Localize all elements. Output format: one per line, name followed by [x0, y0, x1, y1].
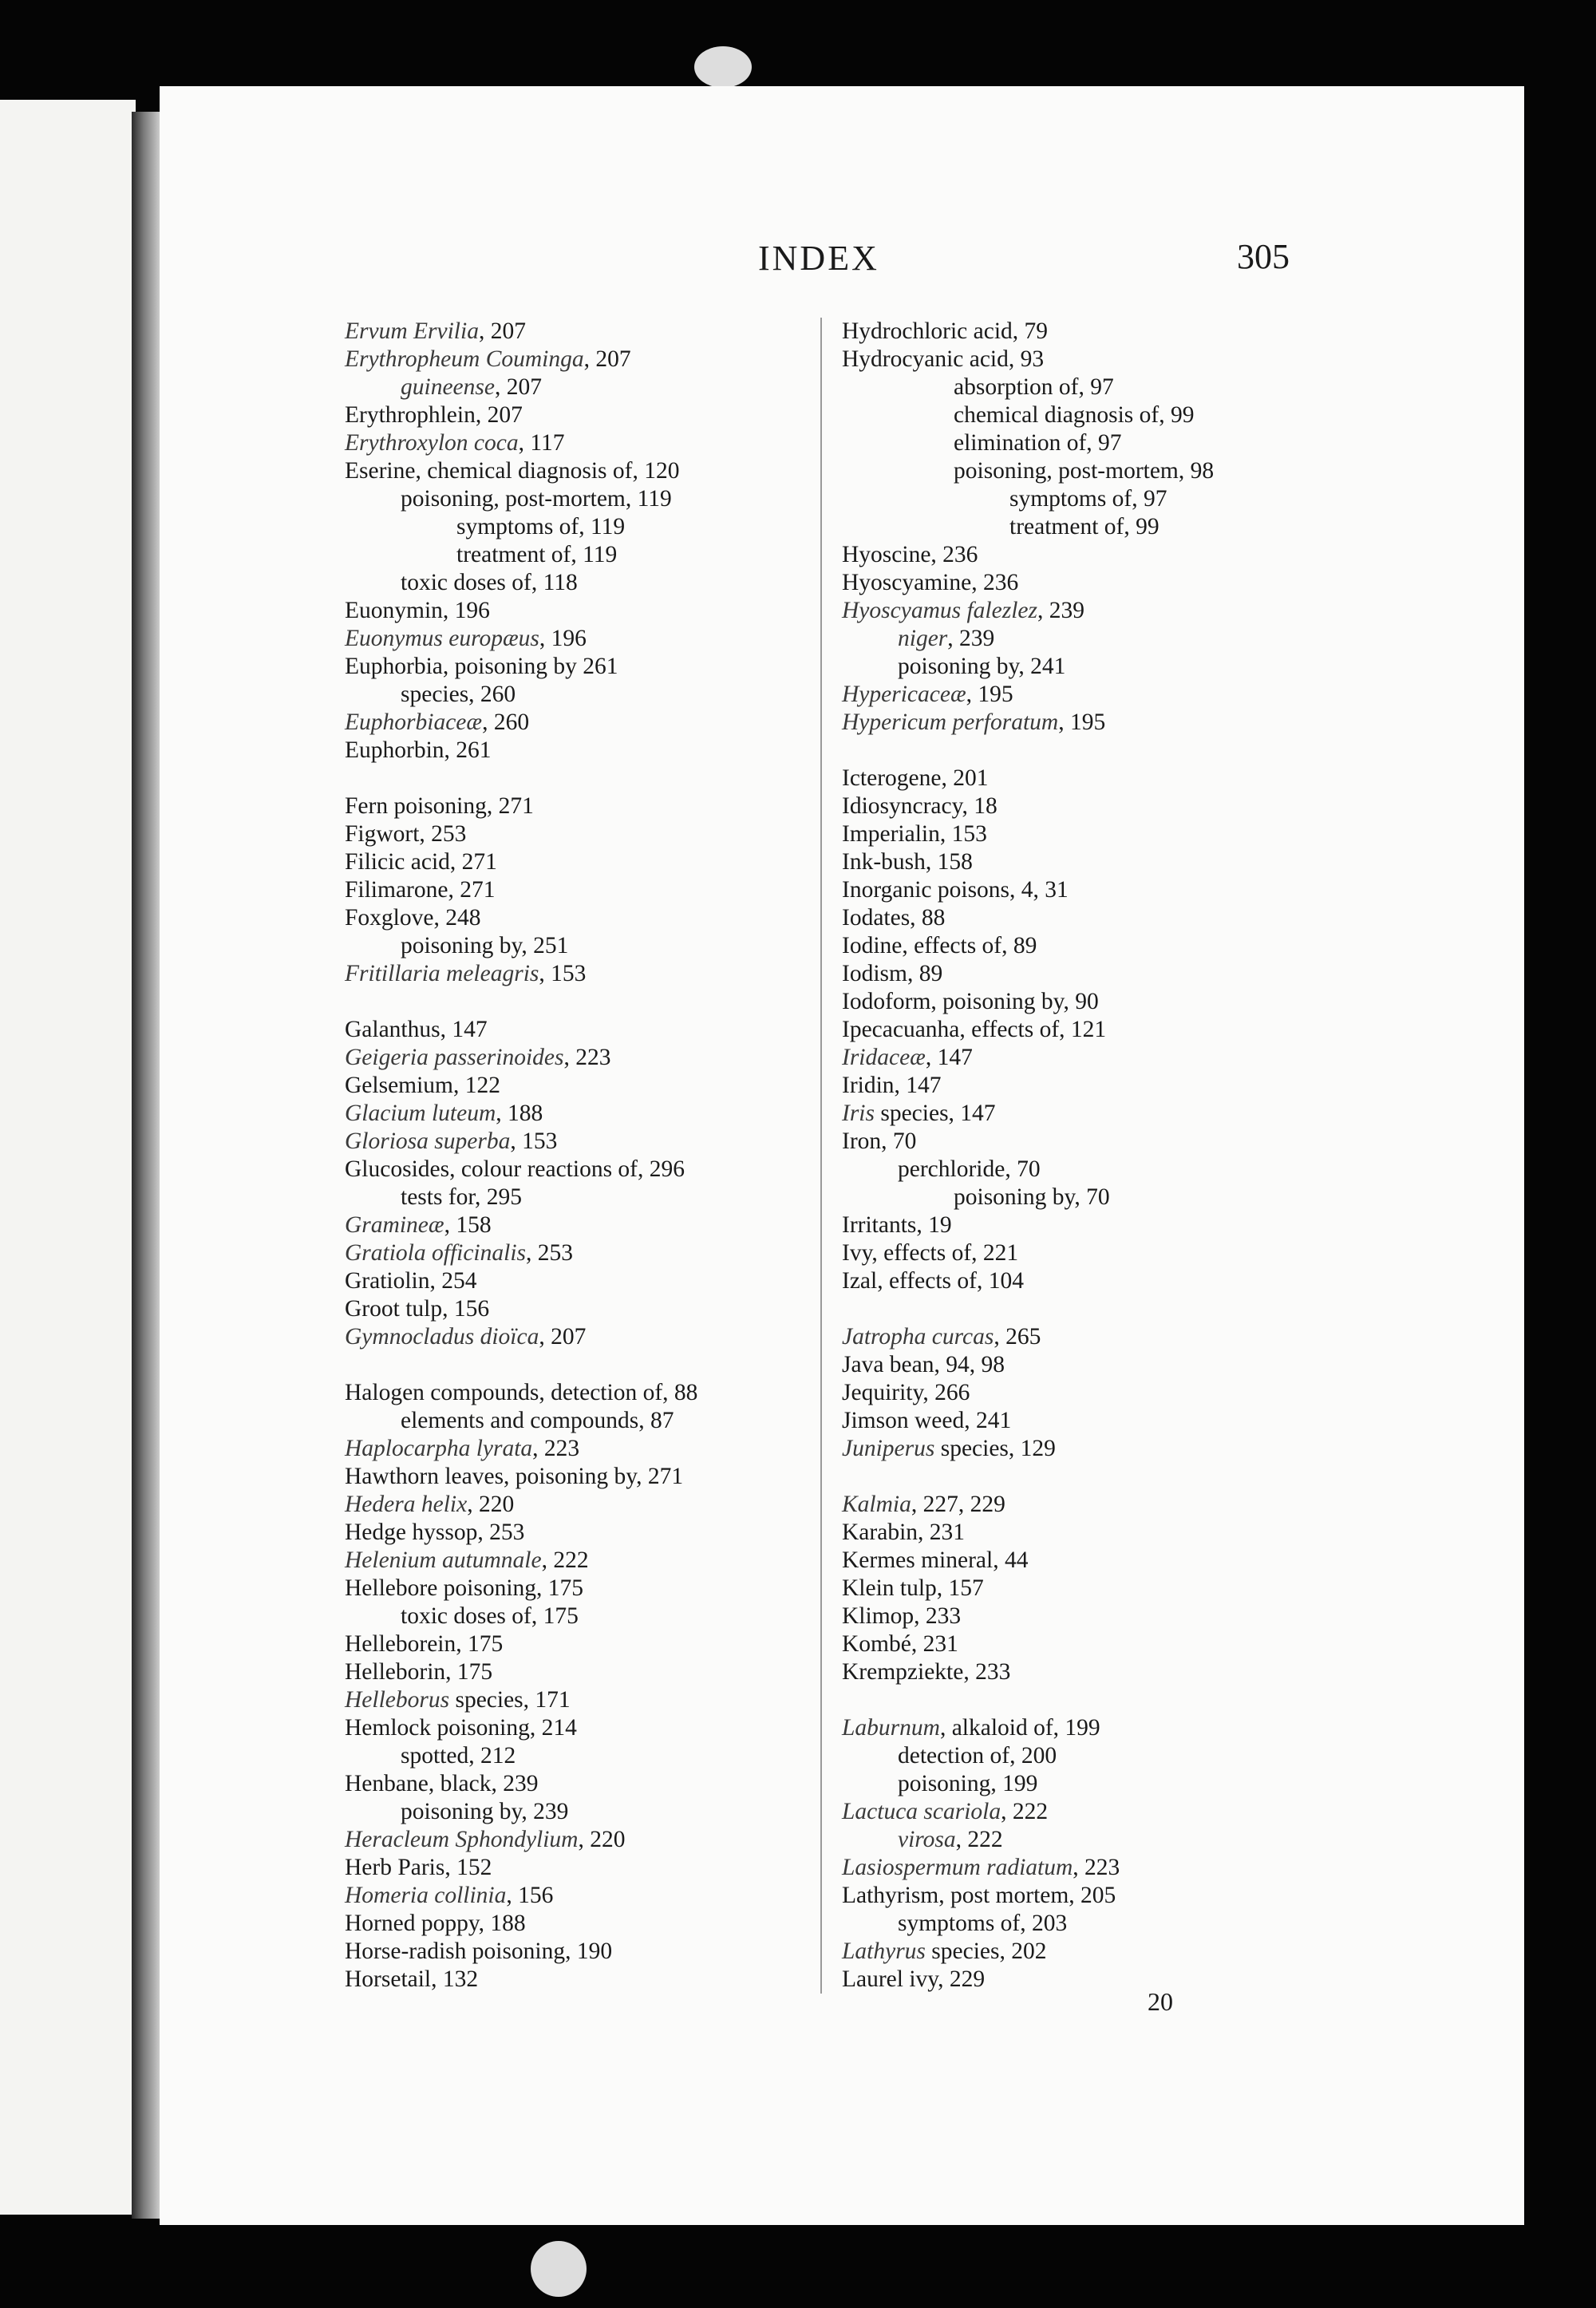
index-entry [842, 569, 1214, 597]
index-entry [345, 1966, 697, 1994]
index-entry [842, 904, 1214, 932]
index-entry [345, 1742, 697, 1770]
entry-text: Hydrochloric acid, 79 [842, 318, 1049, 344]
index-entry [345, 1910, 697, 1938]
index-entry [345, 1938, 697, 1966]
index-entry [842, 848, 1214, 876]
index-entry [345, 1323, 697, 1351]
entry-italic-text: Helleborus [345, 1687, 450, 1713]
entry-text: Klein tulp, 157 [842, 1575, 984, 1601]
index-entry [345, 485, 697, 513]
index-entry [842, 1826, 1214, 1854]
entry-text: species, 147 [874, 1101, 996, 1126]
entry-gap [842, 1463, 1214, 1491]
entry-text: Glucosides, colour reactions of, 296 [345, 1156, 685, 1182]
entry-text: Helleborin, 175 [345, 1659, 493, 1685]
entry-italic-text: Helenium autumnale [345, 1547, 542, 1573]
index-entry [345, 625, 697, 653]
entry-italic-text: guineense [401, 374, 495, 400]
index-entry [345, 1798, 697, 1826]
entry-text: Gelsemium, 122 [345, 1073, 501, 1098]
entry-text: , 207 [583, 346, 631, 372]
entry-text: Laurel ivy, 229 [842, 1966, 986, 1992]
entry-text: Ivy, effects of, 221 [842, 1240, 1019, 1266]
entry-gap [345, 765, 697, 792]
entry-text: species, 171 [449, 1687, 571, 1713]
entry-text: Horsetail, 132 [345, 1966, 479, 1992]
entry-text: Klimop, 233 [842, 1603, 962, 1629]
index-entry [842, 513, 1214, 541]
entry-text: symptoms of, 97 [1009, 486, 1167, 512]
entry-italic-text: Erythropheum Couminga [345, 346, 584, 372]
index-entry [842, 765, 1214, 792]
index-entry [345, 876, 697, 904]
entry-italic-text: Erythroxylon coca [345, 430, 519, 456]
index-entry [345, 848, 697, 876]
entry-text: Galanthus, 147 [345, 1017, 488, 1042]
entry-italic-text: Euphorbiaceæ [345, 709, 483, 735]
book-gutter [132, 112, 160, 2219]
entry-italic-text: niger [898, 626, 948, 651]
entry-text: , 265 [994, 1324, 1041, 1350]
entry-text: , 222 [1001, 1799, 1049, 1824]
index-entry [842, 1491, 1214, 1519]
index-entry [842, 792, 1214, 820]
index-entry [345, 569, 697, 597]
entry-italic-text: Juniperus [842, 1436, 935, 1461]
index-entry [842, 1407, 1214, 1435]
index-entry [842, 1658, 1214, 1686]
entry-text: , 117 [518, 430, 565, 456]
entry-italic-text: virosa [898, 1827, 956, 1852]
entry-text: , 239 [1037, 598, 1084, 623]
entry-text: , 223 [1073, 1855, 1120, 1880]
entry-italic-text: Homeria collinia [345, 1883, 507, 1908]
entry-text: spotted, 212 [401, 1743, 516, 1769]
entry-text: , 207 [539, 1324, 587, 1350]
entry-text: symptoms of, 203 [898, 1911, 1068, 1936]
index-entry [345, 318, 697, 346]
entry-text: Iodates, 88 [842, 905, 946, 931]
index-entry [842, 346, 1214, 373]
index-entry [345, 1184, 697, 1211]
scan-speck [531, 2241, 587, 2297]
index-entry [842, 681, 1214, 709]
entry-text: Hydrocyanic acid, 93 [842, 346, 1045, 372]
index-entry [345, 1686, 697, 1714]
index-entry [842, 1351, 1214, 1379]
index-entry [345, 1044, 697, 1072]
entry-text: Kermes mineral, 44 [842, 1547, 1029, 1573]
index-entry [345, 1630, 697, 1658]
index-entry [345, 960, 697, 988]
index-entry [842, 709, 1214, 737]
index-entry [842, 1435, 1214, 1463]
index-entry [842, 1630, 1214, 1658]
entry-text: , 195 [966, 682, 1013, 707]
entry-text: , 253 [526, 1240, 573, 1266]
index-entry [345, 1100, 697, 1128]
scan-speck [694, 46, 752, 88]
entry-text: Ipecacuanha, effects of, 121 [842, 1017, 1107, 1042]
entry-text: Kombé, 231 [842, 1631, 958, 1657]
entry-text: poisoning, post-mortem, 98 [954, 458, 1215, 484]
entry-text: , 147 [925, 1045, 973, 1070]
index-entry [345, 820, 697, 848]
index-entry [842, 1156, 1214, 1184]
index-entry [842, 1770, 1214, 1798]
entry-text: , 153 [510, 1128, 558, 1154]
entry-text: Hawthorn leaves, poisoning by, 271 [345, 1464, 684, 1489]
signature-mark: 20 [1148, 1987, 1173, 2016]
entry-text: poisoning by, 241 [898, 654, 1066, 679]
index-entry [842, 457, 1214, 485]
entry-text: Euonymin, 196 [345, 598, 490, 623]
entry-text: , 222 [955, 1827, 1003, 1852]
index-entry [345, 1658, 697, 1686]
entry-text: , 188 [496, 1101, 543, 1126]
index-entry [345, 1072, 697, 1100]
index-entry [345, 1211, 697, 1239]
entry-text: elements and compounds, 87 [401, 1408, 674, 1433]
entry-text: Horse-radish poisoning, 190 [345, 1938, 613, 1964]
entry-text: Helleborein, 175 [345, 1631, 504, 1657]
index-entry [345, 1267, 697, 1295]
index-entry [345, 709, 697, 737]
index-entry [345, 1714, 697, 1742]
entry-text: , 222 [541, 1547, 589, 1573]
entry-gap [842, 1686, 1214, 1714]
entry-italic-text: Haplocarpha lyrata [345, 1436, 533, 1461]
index-entry [345, 1491, 697, 1519]
entry-text: Hyoscyamine, 236 [842, 570, 1019, 595]
entry-text: treatment of, 99 [1009, 514, 1159, 539]
entry-italic-text: Heracleum Sphondylium [345, 1827, 579, 1852]
entry-text: Icterogene, 201 [842, 765, 989, 791]
index-entry [842, 1910, 1214, 1938]
entry-italic-text: Iridaceæ [842, 1045, 926, 1070]
entry-text: species, 202 [925, 1938, 1047, 1964]
index-entry [842, 960, 1214, 988]
entry-italic-text: Hypericaceæ [842, 682, 966, 707]
entry-text: , 156 [506, 1883, 554, 1908]
index-entry [842, 1044, 1214, 1072]
entry-italic-text: Gramineæ [345, 1212, 444, 1238]
index-column-left [345, 318, 697, 1994]
entry-gap [345, 1351, 697, 1379]
entry-italic-text: Laburnum [842, 1715, 940, 1741]
entry-text: species, 260 [401, 682, 516, 707]
index-entry [842, 988, 1214, 1016]
index-entry [842, 1854, 1214, 1882]
entry-text: , 207 [494, 374, 542, 400]
page-title: INDEX [758, 239, 879, 278]
entry-text: Imperialin, 153 [842, 821, 987, 847]
entry-text: detection of, 200 [898, 1743, 1057, 1769]
entry-text: Euphorbin, 261 [345, 737, 492, 763]
entry-text: poisoning, post-mortem, 119 [401, 486, 672, 512]
index-entry [345, 513, 697, 541]
entry-text: Gratiolin, 254 [345, 1268, 477, 1294]
entry-italic-text: Gratiola officinalis [345, 1240, 526, 1266]
index-entry [842, 1100, 1214, 1128]
index-entry [345, 541, 697, 569]
index-entry [842, 1072, 1214, 1100]
index-entry [345, 1547, 697, 1575]
entry-italic-text: Geigeria passerinoides [345, 1045, 564, 1070]
entry-text: Idiosyncracy, 18 [842, 793, 998, 819]
entry-text: , 220 [467, 1492, 515, 1517]
entry-text: absorption of, 97 [954, 374, 1114, 400]
index-entry [842, 485, 1214, 513]
index-entry [842, 932, 1214, 960]
index-entry [345, 904, 697, 932]
index-entry [345, 1603, 697, 1630]
entry-text: poisoning by, 239 [401, 1799, 569, 1824]
entry-text: Filimarone, 271 [345, 877, 496, 903]
entry-text: Erythrophlein, 207 [345, 402, 523, 428]
entry-text: , 220 [578, 1827, 626, 1852]
index-entry [842, 1603, 1214, 1630]
entry-gap [842, 737, 1214, 765]
index-entry [345, 1016, 697, 1044]
index-entry [345, 1770, 697, 1798]
index-entry [842, 1519, 1214, 1547]
index-entry [842, 429, 1214, 457]
entry-text: Jimson weed, 241 [842, 1408, 1012, 1433]
index-entry [842, 1547, 1214, 1575]
entry-italic-text: Kalmia [842, 1492, 911, 1517]
entry-text: , 223 [532, 1436, 580, 1461]
entry-text: Lathyrism, post mortem, 205 [842, 1883, 1116, 1908]
index-entry [842, 1742, 1214, 1770]
entry-italic-text: Gloriosa superba [345, 1128, 511, 1154]
index-entry [345, 792, 697, 820]
index-entry [842, 876, 1214, 904]
index-entry [842, 1882, 1214, 1910]
entry-text: toxic doses of, 118 [401, 570, 578, 595]
entry-italic-text: Lasiospermum radiatum [842, 1855, 1073, 1880]
entry-text: , 207 [478, 318, 526, 344]
entry-text: Figwort, 253 [345, 821, 467, 847]
entry-text: Java bean, 94, 98 [842, 1352, 1005, 1377]
index-entry [345, 401, 697, 429]
entry-text: , alkaloid of, 199 [939, 1715, 1100, 1741]
index-entry [842, 1798, 1214, 1826]
entry-italic-text: Hedera helix [345, 1492, 468, 1517]
index-column-right [842, 318, 1214, 1994]
entry-text: Filicic acid, 271 [345, 849, 497, 875]
index-entry [842, 1267, 1214, 1295]
entry-italic-text: Ervum Ervilia [345, 318, 479, 344]
entry-italic-text: Lactuca scariola [842, 1799, 1001, 1824]
index-entry [345, 1882, 697, 1910]
index-entry [842, 1323, 1214, 1351]
index-page [160, 86, 1524, 2225]
entry-text: Iridin, 147 [842, 1073, 942, 1098]
entry-italic-text: Fritillaria meleagris [345, 961, 539, 986]
entry-text: species, 129 [934, 1436, 1056, 1461]
entry-text: perchloride, 70 [898, 1156, 1041, 1182]
entry-text: , 153 [539, 961, 587, 986]
index-entry [345, 1379, 697, 1407]
index-entry [345, 1435, 697, 1463]
entry-gap [842, 1295, 1214, 1323]
index-entry [842, 1938, 1214, 1966]
entry-gap [345, 988, 697, 1016]
entry-text: Halogen compounds, detection of, 88 [345, 1380, 698, 1405]
entry-text: , 196 [539, 626, 587, 651]
index-entry [345, 429, 697, 457]
entry-text: Hedge hyssop, 253 [345, 1520, 525, 1545]
index-entry [842, 625, 1214, 653]
index-entry [345, 1295, 697, 1323]
entry-text: Hyoscine, 236 [842, 542, 978, 567]
index-entry [842, 1128, 1214, 1156]
index-entry [345, 1239, 697, 1267]
entry-italic-text: Jatropha curcas [842, 1324, 994, 1350]
entry-text: , 223 [563, 1045, 611, 1070]
entry-text: Irritants, 19 [842, 1212, 952, 1238]
entry-text: treatment of, 119 [456, 542, 618, 567]
entry-text: , 260 [482, 709, 530, 735]
facing-page-fragment [0, 100, 136, 2215]
index-entry [842, 653, 1214, 681]
index-entry [842, 1184, 1214, 1211]
entry-italic-text: Hyoscyamus falezlez [842, 598, 1037, 623]
entry-text: Fern poisoning, 271 [345, 793, 534, 819]
index-entry [345, 1463, 697, 1491]
index-entry [842, 1211, 1214, 1239]
entry-italic-text: Iris [842, 1101, 875, 1126]
entry-text: Izal, effects of, 104 [842, 1268, 1024, 1294]
entry-text: poisoning by, 251 [401, 933, 569, 958]
index-entry [345, 1519, 697, 1547]
index-entry [842, 318, 1214, 346]
index-entry [842, 541, 1214, 569]
entry-text: elimination of, 97 [954, 430, 1122, 456]
index-entry [345, 1128, 697, 1156]
entry-text: Iron, 70 [842, 1128, 917, 1154]
entry-text: tests for, 295 [401, 1184, 523, 1210]
entry-text: chemical diagnosis of, 99 [954, 402, 1195, 428]
index-entry [842, 1379, 1214, 1407]
entry-italic-text: Gymnocladus dioïca [345, 1324, 539, 1350]
page-number: 305 [1237, 237, 1290, 276]
entry-text: symptoms of, 119 [456, 514, 626, 539]
entry-text: Inorganic poisons, 4, 31 [842, 877, 1069, 903]
index-entry [345, 373, 697, 401]
entry-italic-text: Euonymus europæus [345, 626, 539, 651]
entry-text: Henbane, black, 239 [345, 1771, 539, 1796]
entry-text: , 195 [1058, 709, 1106, 735]
index-entry [345, 597, 697, 625]
entry-text: , 239 [947, 626, 995, 651]
index-entry [842, 1714, 1214, 1742]
entry-text: Iodism, 89 [842, 961, 943, 986]
entry-text: Horned poppy, 188 [345, 1911, 526, 1936]
index-entry [345, 346, 697, 373]
entry-text: Herb Paris, 152 [345, 1855, 492, 1880]
entry-italic-text: Glacium luteum [345, 1101, 496, 1126]
entry-text: Krempziekte, 233 [842, 1659, 1011, 1685]
entry-text: Groot tulp, 156 [345, 1296, 490, 1322]
entry-text: Karabin, 231 [842, 1520, 966, 1545]
entry-text: Iodine, effects of, 89 [842, 933, 1037, 958]
index-entry [345, 653, 697, 681]
index-entry [345, 932, 697, 960]
index-entry [842, 373, 1214, 401]
entry-text: Euphorbia, poisoning by 261 [345, 654, 618, 679]
entry-text: Foxglove, 248 [345, 905, 481, 931]
index-entry [345, 457, 697, 485]
index-entry [345, 1407, 697, 1435]
entry-text: Jequirity, 266 [842, 1380, 970, 1405]
entry-text: Hellebore poisoning, 175 [345, 1575, 584, 1601]
column-divider [820, 318, 822, 1994]
index-entry [842, 1575, 1214, 1603]
entry-text: poisoning, 199 [898, 1771, 1038, 1796]
index-entry [345, 1854, 697, 1882]
index-entry [842, 597, 1214, 625]
index-entry [345, 1826, 697, 1854]
index-entry [345, 737, 697, 765]
index-entry [842, 1016, 1214, 1044]
entry-text: poisoning by, 70 [954, 1184, 1110, 1210]
index-entry [345, 1575, 697, 1603]
entry-text: Eserine, chemical diagnosis of, 120 [345, 458, 680, 484]
entry-text: , 158 [444, 1212, 492, 1238]
entry-text: toxic doses of, 175 [401, 1603, 579, 1629]
index-entry [345, 1156, 697, 1184]
entry-text: Hemlock poisoning, 214 [345, 1715, 577, 1741]
index-entry [345, 681, 697, 709]
entry-text: Ink-bush, 158 [842, 849, 973, 875]
index-entry [842, 820, 1214, 848]
index-entry [842, 1239, 1214, 1267]
index-entry [842, 401, 1214, 429]
entry-italic-text: Hypericum perforatum [842, 709, 1059, 735]
entry-text: Iodoform, poisoning by, 90 [842, 989, 1099, 1014]
entry-text: , 227, 229 [911, 1492, 1005, 1517]
entry-italic-text: Lathyrus [842, 1938, 926, 1964]
